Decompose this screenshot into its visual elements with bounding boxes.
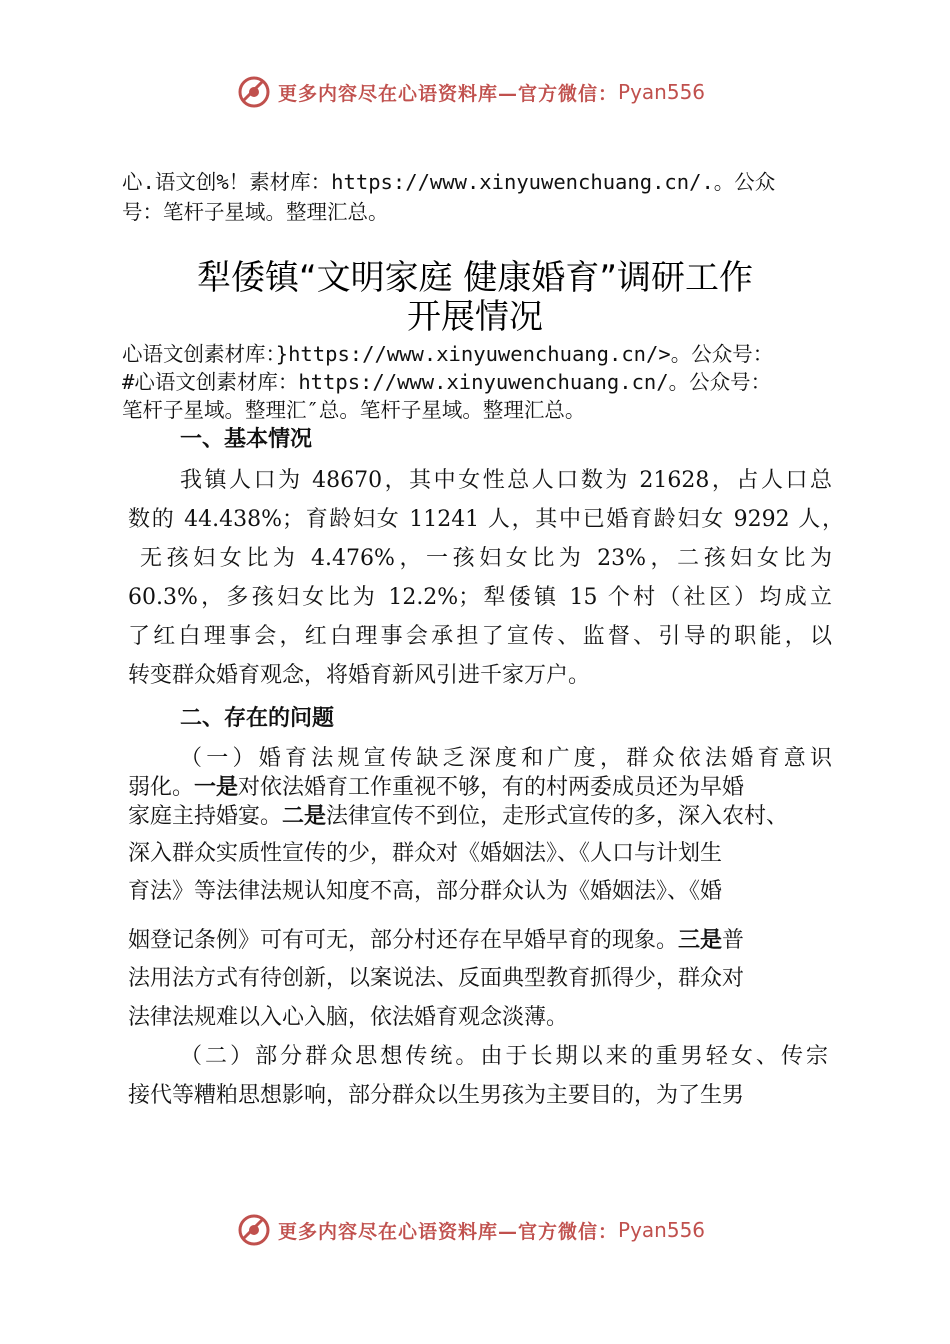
keyword-second: 二是 bbox=[282, 804, 327, 829]
banner-wechat: Pyan556 bbox=[618, 1218, 706, 1242]
banner-text: 更多内容尽在心语资料库—官方微信： bbox=[278, 82, 619, 105]
section-2-heading: 二、存在的问题 bbox=[180, 706, 335, 731]
section-1-line-2: 数的 44.438%；育龄妇女 11241 人，其中已婚育龄妇女 9292 人， bbox=[128, 507, 844, 532]
document-title-line-1: 犁倭镇“文明家庭 健康婚育”调研工作 bbox=[196, 258, 754, 298]
section-1-line-1: 我镇人口为 48670，其中女性总人口数为 21628，占人口总 bbox=[180, 468, 832, 493]
section-2-p1-line-7: 法用法方式有待创新，以案说法、反面典型教育抓得少，群众对 bbox=[128, 966, 745, 991]
section-2-p1-line-3: 家庭主持婚宴。二是法律宣传不到位，走形式宣传的多，深入农村、 bbox=[128, 804, 789, 829]
intro-line-1: 心.语文创%！素材库：https://www.xinyuwenchuang.cn/.。公众 bbox=[122, 170, 776, 194]
banner-wechat: Pyan556 bbox=[618, 80, 706, 104]
section-2-p1-line-5: 育法》等法律法规认知度不高，部分群众认为《婚姻法》、《婚 bbox=[128, 879, 723, 904]
section-2-p1-line-2: 弱化。一是对依法婚育工作重视不够，有的村两委成员还为早婚 bbox=[128, 775, 745, 800]
source-line-1: 心语文创素材库：}https://www.xinyuwenchuang.cn/>。公众号： bbox=[122, 342, 774, 366]
keyword-first: 一是 bbox=[194, 775, 239, 800]
keyword-third: 三是 bbox=[678, 928, 723, 953]
section-1-heading: 一、基本情况 bbox=[180, 427, 313, 452]
section-2-p2-line-2: 接代等糟粕思想影响，部分群众以生男孩为主要目的，为了生男 bbox=[128, 1083, 745, 1108]
section-2-p1-line-4: 深入群众实质性宣传的少，群众对《婚姻法》、《人口与计划生 bbox=[128, 841, 723, 866]
section-2-p2-line-1: （二）部分群众思想传统。由于长期以来的重男轻女、传宗 bbox=[180, 1044, 828, 1069]
section-2-p1-line-6: 姻登记条例》可有可无，部分村还存在早婚早育的现象。三是普 bbox=[128, 928, 745, 953]
source-line-2: #心语文创素材库：https://www.xinyuwenchuang.cn/。公众号： bbox=[122, 370, 772, 394]
section-1-line-5: 了红白理事会，红白理事会承担了宣传、监督、引导的职能，以 bbox=[128, 624, 832, 649]
intro-line-2: 号：笔杆子星域。整理汇总。 bbox=[122, 200, 389, 224]
document-title-line-2: 开展情况 bbox=[407, 297, 543, 337]
section-1-line-4: 60.3%，多孩妇女比为 12.2%；犁倭镇 15 个村（社区）均成立 bbox=[128, 585, 832, 610]
logo-icon bbox=[236, 1212, 272, 1248]
header-banner bbox=[236, 72, 756, 112]
section-1-line-6: 转变群众婚育观念，将婚育新风引进千家万户。 bbox=[128, 663, 591, 688]
source-line-3: 笔杆子星域。整理汇″总。笔杆子星域。整理汇总。 bbox=[122, 398, 586, 422]
banner-text: 更多内容尽在心语资料库—官方微信： bbox=[278, 1220, 619, 1243]
section-2-p1-line-8: 法律法规难以入心入脑，依法婚育观念淡薄。 bbox=[128, 1005, 569, 1030]
section-1-line-3: 无孩妇女比为 4.476%，一孩妇女比为 23%，二孩妇女比为 bbox=[140, 546, 832, 571]
logo-icon bbox=[236, 74, 272, 110]
footer-banner bbox=[236, 1210, 756, 1250]
section-2-p1-line-1: （一）婚育法规宣传缺乏深度和广度，群众依法婚育意识 bbox=[180, 746, 832, 771]
